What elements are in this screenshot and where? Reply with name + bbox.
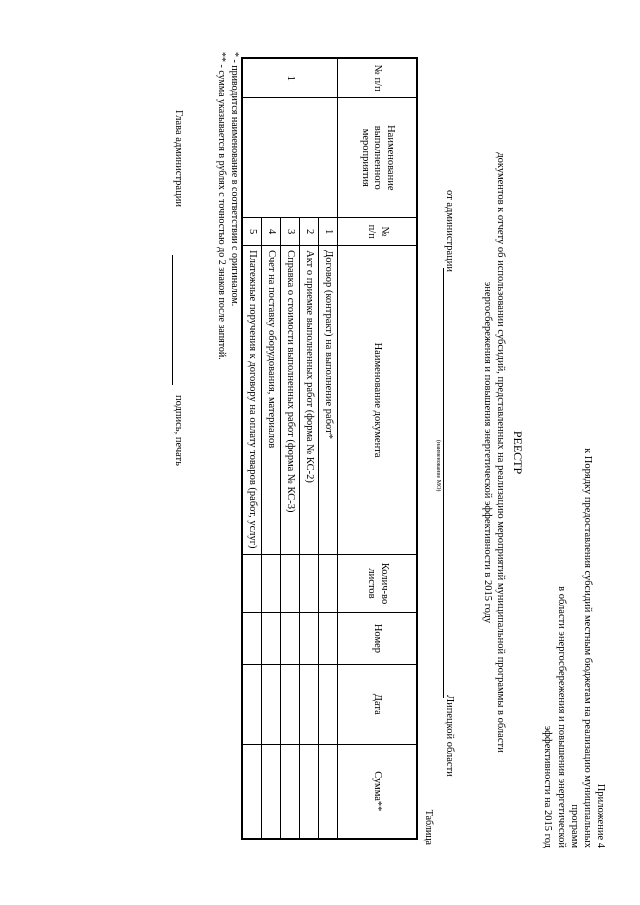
row-number-cell: 4 <box>262 218 281 246</box>
number-cell <box>242 612 262 664</box>
row-number-cell: 2 <box>300 218 319 246</box>
document-name-cell: Договор (контракт) на выполнение работ* <box>319 246 338 555</box>
table-label: Таблица <box>423 809 434 845</box>
sum-cell <box>281 744 300 839</box>
number-cell <box>319 612 338 664</box>
header-cell: Дата <box>338 664 418 744</box>
number-cell <box>300 612 319 664</box>
group-number-cell: 1 <box>242 58 338 98</box>
appendix-line: в области энергосбережения и повышения энергетической <box>555 586 567 848</box>
date-cell <box>281 664 300 744</box>
sheets-cell <box>319 555 338 613</box>
header-cell: № п/п <box>338 218 418 246</box>
number-cell <box>281 612 300 664</box>
appendix-line: программ <box>568 804 580 848</box>
header-cell: Номер <box>338 612 418 664</box>
subtitle-line: документов к отчету об использовании субсидий, представленных на реализацию мероприятий муниципальной программы в области <box>495 152 506 753</box>
sheets-cell <box>242 555 262 613</box>
document-name-cell: Акт о приемке выполненных работ (форма № КС-2) <box>300 246 319 555</box>
signature-line <box>172 255 173 385</box>
appendix-number: Приложение 4 <box>595 783 606 848</box>
from-fill-line <box>443 268 444 698</box>
table-header-row <box>338 58 418 839</box>
sheets-cell <box>300 555 319 613</box>
appendix-block <box>541 428 607 848</box>
date-cell <box>319 664 338 744</box>
activity-cell <box>242 98 338 218</box>
from-label: от администрации <box>444 190 455 272</box>
sheets-cell <box>281 555 300 613</box>
header-cell: Сумма** <box>338 744 418 839</box>
registry-table <box>241 57 418 840</box>
document-name-cell: Платежные поручения к договору на оплату товаров (работ, услуг) <box>242 246 262 555</box>
number-cell <box>262 612 281 664</box>
from-region: Липецкой области <box>444 695 455 777</box>
subtitle-line: энергосбережения и повышения энергетической эффективности в 2015 году <box>481 281 493 624</box>
table-row <box>319 58 338 839</box>
footnote-1: * - приводится наименование в соответствии с оригиналом. <box>229 52 240 307</box>
header-cell: Наименование выполненного мероприятия <box>338 98 418 218</box>
footnote-2: ** - сумма указывается в рублях с точностью до 2 знаков после запятой. <box>216 52 227 360</box>
document-subtitle <box>481 0 507 905</box>
signature-label: Глава администрации <box>173 110 184 207</box>
document-name-cell: Справка о стоимости выполненных работ (форма № КС-3) <box>281 246 300 555</box>
row-number-cell: 3 <box>281 218 300 246</box>
appendix-line: к Порядку предоставления субсидий местным бюджетам на реализацию муниципальных <box>581 448 593 848</box>
from-hint: (наименование МО) <box>435 440 441 492</box>
appendix-line: эффективности на 2015 год <box>542 725 554 848</box>
sheets-cell <box>262 555 281 613</box>
date-cell <box>262 664 281 744</box>
signature-caption: подпись, печать <box>173 395 184 466</box>
sum-cell <box>242 744 262 839</box>
sum-cell <box>262 744 281 839</box>
document-name-cell: Счет на поставку оборудования, материалов <box>262 246 281 555</box>
document-title: РЕЕСТР <box>511 430 525 475</box>
row-number-cell: 5 <box>242 218 262 246</box>
row-number-cell: 1 <box>319 218 338 246</box>
sum-cell <box>319 744 338 839</box>
date-cell <box>242 664 262 744</box>
header-cell: № п/п <box>338 58 418 98</box>
sum-cell <box>300 744 319 839</box>
date-cell <box>300 664 319 744</box>
header-cell: Наименование документа <box>338 246 418 555</box>
header-cell: Колич-во листов <box>338 555 418 613</box>
